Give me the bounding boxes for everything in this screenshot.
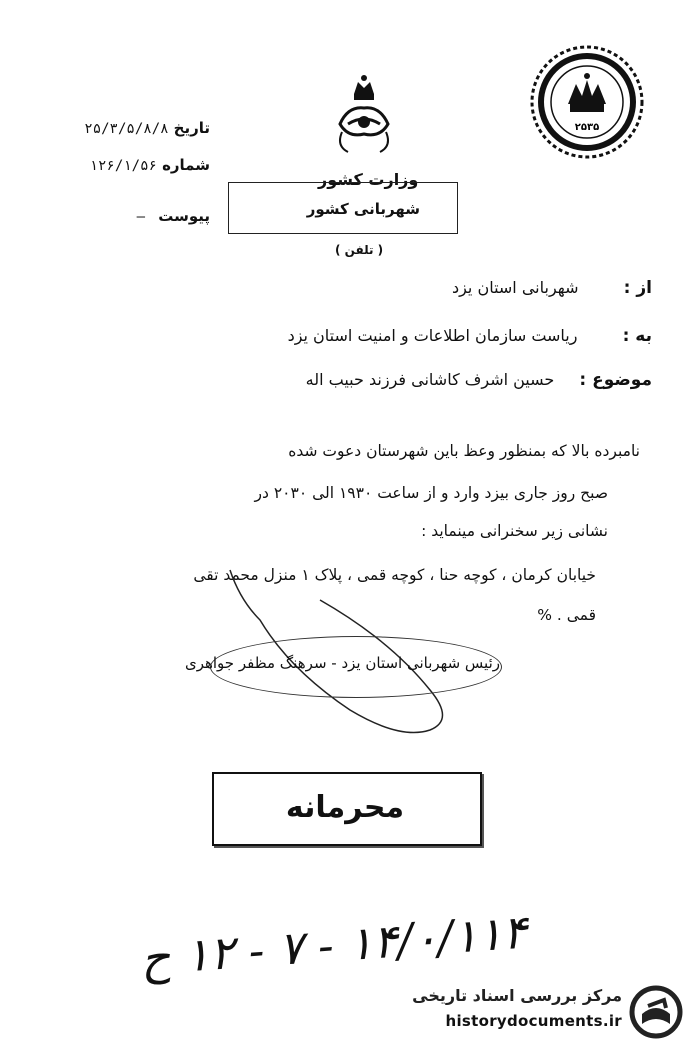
handwritten-reference: ۱۴/۰/۱۱۴ - ۷ - ۱۲ ح bbox=[138, 904, 529, 986]
attachment-value: — bbox=[136, 209, 146, 225]
subject-label: موضوع : bbox=[579, 370, 652, 390]
date-label: تاریخ bbox=[173, 119, 210, 137]
police-seal-logo bbox=[528, 42, 646, 162]
from-label: از : bbox=[623, 278, 652, 298]
body-line-1: نامبرده بالا که بمنظور وعظ باین شهرستان دعوت شده bbox=[288, 442, 640, 460]
subject-value: حسین اشرف کاشانی فرزند حبیب اله bbox=[305, 370, 555, 389]
to-row bbox=[288, 326, 652, 346]
number-label: شماره bbox=[162, 156, 210, 174]
seal-year: ۲۵۳۵ bbox=[574, 122, 600, 133]
archive-logo-icon bbox=[628, 984, 684, 1040]
body-line-4: خیابان کرمان ، کوچه حنا ، کوچه قمی ، پلاک ۱ منزل محمد تقی bbox=[193, 566, 596, 584]
phone-label: ( تلفن ) bbox=[335, 243, 384, 257]
confidential-stamp: محرمانه bbox=[285, 789, 405, 825]
to-value: ریاست سازمان اطلاعات و امنیت استان یزد bbox=[287, 326, 578, 345]
date-value: ۲۵/۳/۵/۸/۸ bbox=[84, 121, 169, 137]
lion-sun-crown-emblem bbox=[328, 72, 400, 160]
signature-line: رئیس شهربانی استان یزد - سرهنگ مظفر جواهری bbox=[184, 654, 500, 672]
body-line-5: قمی . % bbox=[537, 606, 596, 624]
number-field bbox=[90, 155, 210, 174]
attachment-label: پیوست bbox=[158, 207, 210, 225]
body-line-2: صبح روز جاری بیزد وارد و از ساعت ۱۹۳۰ الی ۲۰۳۰ در bbox=[254, 484, 608, 502]
number-value: ۱۲۶/۱/۵۶ bbox=[89, 158, 157, 174]
date-field bbox=[84, 118, 210, 137]
watermark-url: historydocuments.ir bbox=[445, 1012, 622, 1030]
attachment-field bbox=[137, 206, 210, 225]
body-line-3: نشانی زیر سخنرانی مینماید : bbox=[421, 522, 608, 540]
to-label: به : bbox=[622, 326, 652, 346]
from-value: شهربانی استان یزد bbox=[451, 278, 579, 297]
from-row bbox=[452, 278, 652, 298]
department-name: شهربانی کشور bbox=[306, 200, 420, 218]
watermark-name: مرکز بررسی اسناد تاریخی bbox=[412, 986, 622, 1005]
ministry-title: وزارت کشور bbox=[318, 170, 419, 189]
subject-row bbox=[306, 370, 652, 390]
